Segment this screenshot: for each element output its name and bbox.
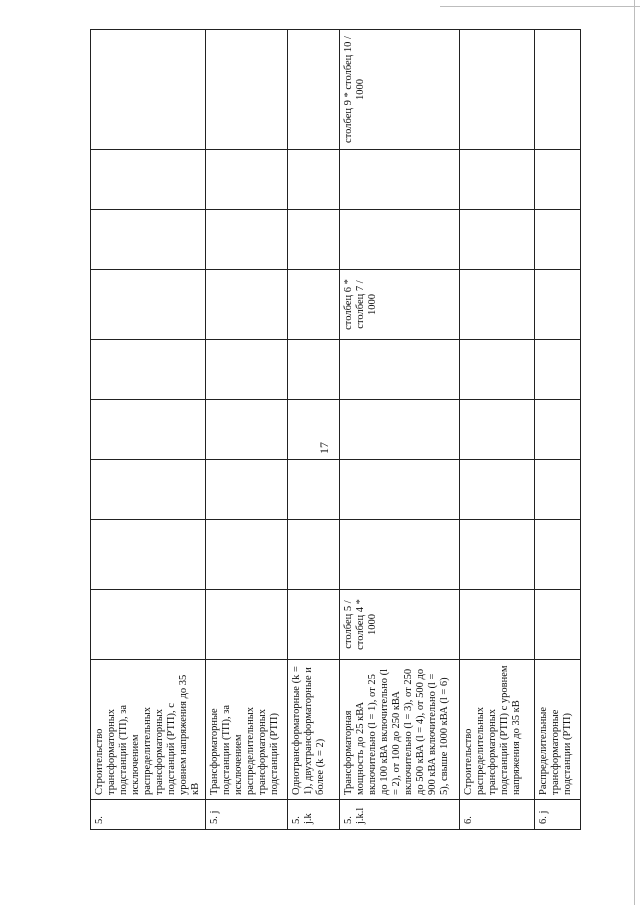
row-number: 6. xyxy=(460,800,535,830)
cell xyxy=(535,520,581,590)
cell xyxy=(206,150,288,210)
table-row xyxy=(91,30,206,830)
cell xyxy=(288,30,340,150)
cell xyxy=(206,340,288,400)
rotated-table xyxy=(90,30,575,830)
cell xyxy=(91,590,206,660)
cell xyxy=(288,150,340,210)
cell xyxy=(460,590,535,660)
cell xyxy=(535,400,581,460)
table-row xyxy=(535,30,581,830)
cell xyxy=(460,270,535,340)
row-number: 5. j.k.l xyxy=(340,800,460,830)
cell xyxy=(535,590,581,660)
table-row xyxy=(288,30,340,830)
cell xyxy=(535,340,581,400)
cell xyxy=(460,150,535,210)
cell xyxy=(206,590,288,660)
scan-edge-right xyxy=(634,0,635,905)
cell xyxy=(91,270,206,340)
formula-cell: столбец 9 * столбец 10 / 1000 xyxy=(340,30,460,150)
row-description: Строительство трансформаторных подстанций (ТП), за исключением распределительных трансформаторных подстанций (РТП), с уровнем напряжения до 35 кВ xyxy=(91,660,206,800)
table-row xyxy=(460,30,535,830)
cell xyxy=(206,520,288,590)
cell xyxy=(340,150,460,210)
cell xyxy=(460,210,535,270)
cell xyxy=(460,30,535,150)
row-number: 5. j xyxy=(206,800,288,830)
row-description: Строительство распределительных трансформаторных подстанций (РТП) с уровнем напряжения до 35 кВ xyxy=(460,660,535,800)
cell xyxy=(91,150,206,210)
cell xyxy=(91,460,206,520)
cell xyxy=(288,520,340,590)
cell xyxy=(288,460,340,520)
cell xyxy=(340,520,460,590)
scan-edge-top xyxy=(440,6,640,7)
row-description: Однотрансформаторные (k = 1), двухтрансформаторные и более (k = 2) xyxy=(288,660,340,800)
row-description: Трансформаторные подстанции (ТП), за исключением распределительных трансформаторных подстанций (РТП) xyxy=(206,660,288,800)
cell xyxy=(340,400,460,460)
row-number: 6. j xyxy=(535,800,581,830)
cell xyxy=(288,400,340,460)
formula-cell: столбец 6 * столбец 7 / 1000 xyxy=(340,270,460,340)
cell xyxy=(91,210,206,270)
cell xyxy=(206,210,288,270)
cell xyxy=(288,210,340,270)
cell xyxy=(340,340,460,400)
cell xyxy=(460,340,535,400)
cell xyxy=(460,520,535,590)
cell xyxy=(535,210,581,270)
row-description: Распределительные трансформаторные подстанции (РТП) xyxy=(535,660,581,800)
cell xyxy=(340,460,460,520)
table-row xyxy=(206,30,288,830)
cell xyxy=(91,340,206,400)
formula-cell: столбец 5 / столбец 4 * 1000 xyxy=(340,590,460,660)
cell xyxy=(91,520,206,590)
cell xyxy=(535,30,581,150)
cell xyxy=(91,400,206,460)
row-number: 5. xyxy=(91,800,206,830)
cell xyxy=(288,340,340,400)
cell xyxy=(535,270,581,340)
cell xyxy=(535,460,581,520)
row-description: Трансформаторная мощность до 25 кВА включительно (l = 1), от 25 до 100 кВА включительно (l = 2), от 100 до 250 кВА включительно (l = 3), от 250 до 500 кВА (l = 4), от 500 до 900 кВА включительно (l = 5), свыше 1000 кВА (l = 6) xyxy=(340,660,460,800)
cell xyxy=(460,460,535,520)
cell xyxy=(206,460,288,520)
cell xyxy=(206,270,288,340)
cell xyxy=(340,210,460,270)
cell xyxy=(288,590,340,660)
cell xyxy=(460,400,535,460)
page-number: 17 xyxy=(317,442,331,454)
row-number: 5. j.k xyxy=(288,800,340,830)
cell xyxy=(206,400,288,460)
table-row xyxy=(340,30,460,830)
cell xyxy=(535,150,581,210)
cell xyxy=(288,270,340,340)
cell xyxy=(206,30,288,150)
cost-calculation-table xyxy=(90,29,581,830)
cell xyxy=(91,30,206,150)
